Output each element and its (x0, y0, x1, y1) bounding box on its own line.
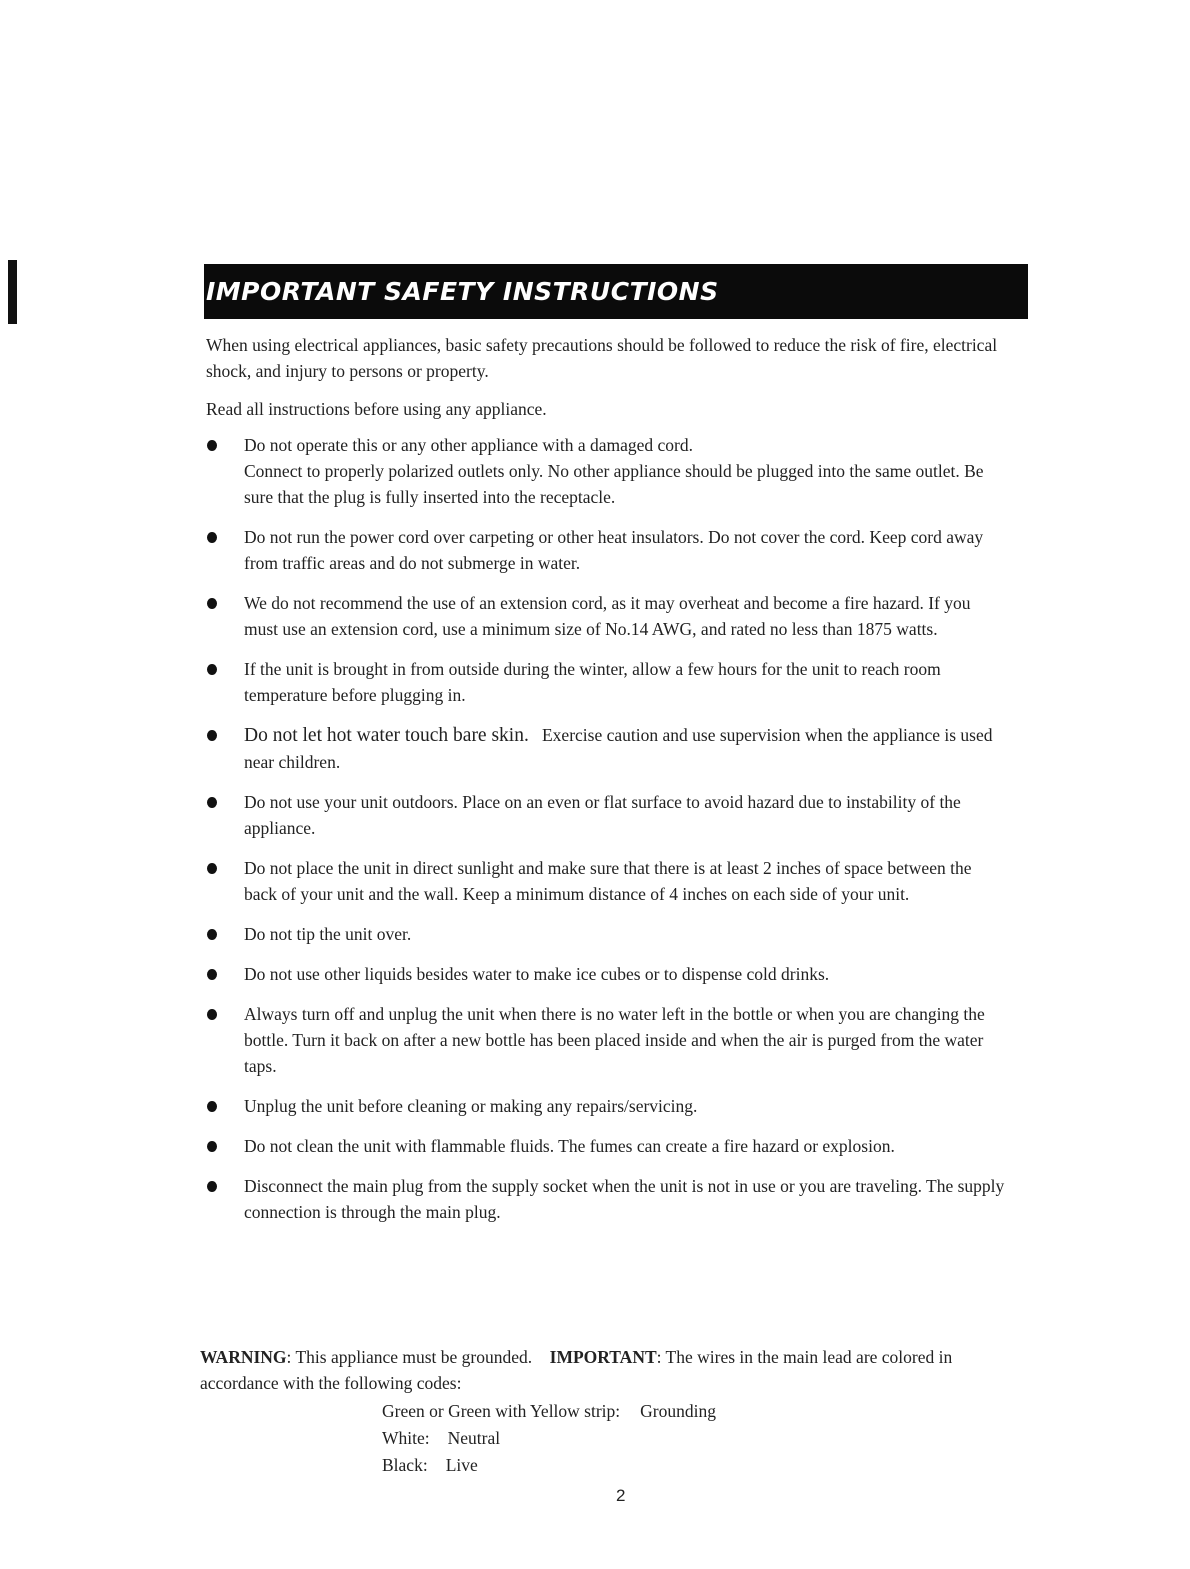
safety-list (206, 432, 1006, 1225)
list-item-lead: Do not let hot water touch bare skin. (244, 725, 529, 746)
list-item (206, 1001, 1006, 1079)
important-text: : The wires in the main lead are colored in accordance with the following codes: (200, 1347, 953, 1393)
list-item (206, 656, 1006, 708)
list-item-text: Do not use your unit outdoors. Place on an even or flat surface to avoid hazard due to instability of the appliance. (244, 792, 961, 838)
wire-code-value: Live (445, 1455, 478, 1475)
bullet-icon (207, 532, 217, 543)
list-item (206, 1093, 1006, 1119)
wire-code-label: Black: (382, 1455, 428, 1475)
bullet-icon (207, 664, 217, 675)
important-label: IMPORTANT (549, 1347, 657, 1367)
list-item (206, 789, 1006, 841)
wire-code-label: White: (382, 1428, 430, 1448)
list-item-text: Disconnect the main plug from the supply socket when the unit is not in use or you are traveling. The supply connection is through the main plug. (244, 1176, 1005, 1222)
list-item-text: Do not clean the unit with flammable fluids. The fumes can create a fire hazard or explosion. (244, 1136, 895, 1156)
bullet-icon (207, 1101, 217, 1112)
scan-edge-mark (8, 260, 17, 324)
read-all-paragraph: Read all instructions before using any appliance. (206, 399, 547, 419)
wire-code-value: Neutral (447, 1428, 501, 1448)
list-item (206, 921, 1006, 947)
list-item-text: Do not operate this or any other appliance with a damaged cord. (244, 435, 694, 455)
bullet-icon (207, 730, 217, 741)
page-number: 2 (616, 1486, 626, 1505)
intro-paragraph: When using electrical appliances, basic safety precautions should be followed to reduce the risk of fire, electrical shock, and injury to persons or property. (206, 335, 998, 381)
list-item (206, 855, 1006, 907)
warning-paragraph (200, 1344, 1000, 1396)
list-item-rest: Exercise caution and use supervision when the appliance is used near children. (244, 725, 993, 772)
bullet-icon (207, 1181, 217, 1192)
wire-code-row (382, 1452, 716, 1479)
warning-text: : This appliance must be grounded. (286, 1347, 533, 1367)
wire-code-label: Green or Green with Yellow strip: (382, 1401, 621, 1421)
list-item-text: Do not run the power cord over carpeting or other heat insulators. Do not cover the cord. Keep cord away from traffic areas and do not submerge in water. (244, 527, 984, 573)
bullet-icon (207, 863, 217, 874)
list-item (206, 1173, 1006, 1225)
list-item (206, 1133, 1006, 1159)
list-item-text: If the unit is brought in from outside during the winter, allow a few hours for the unit to reach room temperature before plugging in. (244, 659, 941, 705)
wire-code-row (382, 1398, 716, 1425)
bullet-icon (207, 1141, 217, 1152)
instructions-body (206, 332, 1006, 1239)
list-item-text: Do not tip the unit over. (244, 924, 412, 944)
list-item-text (244, 722, 1006, 775)
list-item (206, 590, 1006, 642)
list-item (206, 961, 1006, 987)
list-item (206, 722, 1006, 775)
bullet-icon (207, 598, 217, 609)
list-item-text: Do not place the unit in direct sunlight and make sure that there is at least 2 inches of space between the back of your unit and the wall. Keep a minimum distance of 4 inches on each side of your unit. (244, 858, 972, 904)
list-item-text: Do not use other liquids besides water to make ice cubes or to dispense cold drinks. (244, 964, 830, 984)
list-item (206, 524, 1006, 576)
list-item-text: We do not recommend the use of an extension cord, as it may overheat and become a fire hazard. If you must use an extension cord, use a minimum size of No.14 AWG, and rated no less than 1875 watts. (244, 593, 971, 639)
list-item-text: Always turn off and unplug the unit when there is no water left in the bottle or when you are changing the bottle. Turn it back on after a new bottle has been placed inside and when the air is purged from the water taps. (244, 1004, 985, 1076)
bullet-icon (207, 797, 217, 808)
bullet-icon (207, 1009, 217, 1020)
bullet-icon (207, 929, 217, 940)
wire-code-value: Grounding (640, 1401, 716, 1421)
wire-code-row (382, 1425, 716, 1452)
page-title: IMPORTANT SAFETY INSTRUCTIONS (204, 264, 1028, 319)
list-item-text: Connect to properly polarized outlets only. No other appliance should be plugged into the same outlet. Be sure that the plug is fully inserted into the receptacle. (244, 461, 984, 507)
list-item (206, 432, 1006, 510)
warning-label: WARNING (200, 1347, 287, 1367)
list-item-text: Unplug the unit before cleaning or making any repairs/servicing. (244, 1096, 698, 1116)
bullet-icon (207, 969, 217, 980)
wire-color-codes (382, 1398, 716, 1479)
bullet-icon (207, 440, 217, 451)
